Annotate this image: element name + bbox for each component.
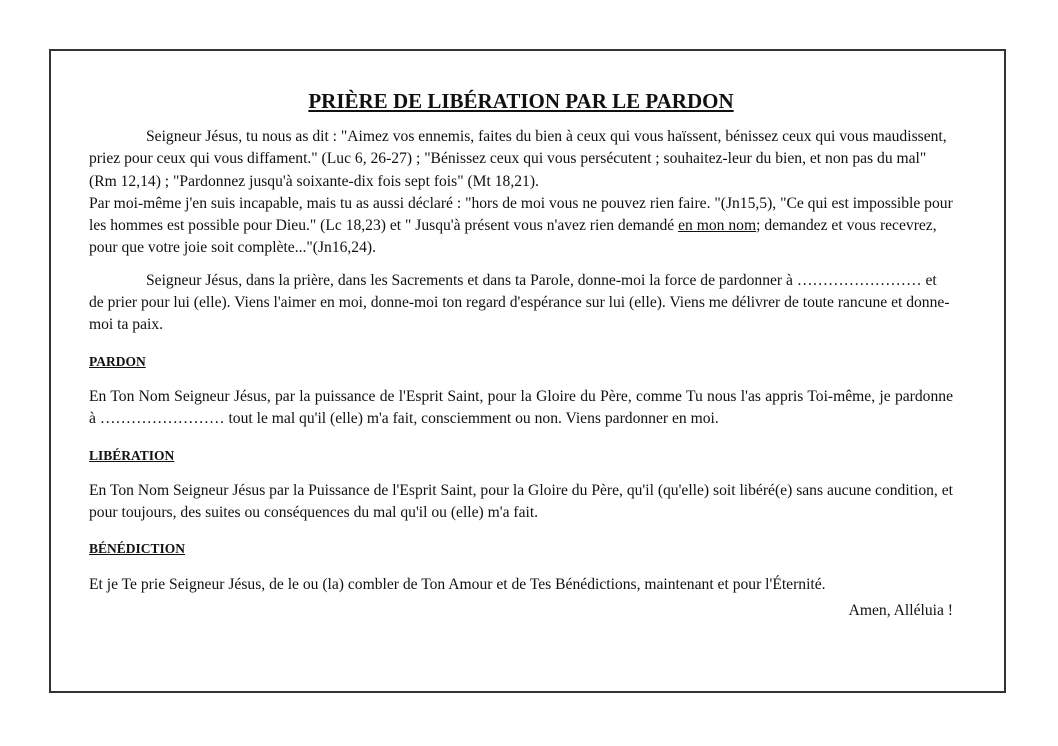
document-frame — [49, 49, 1006, 693]
section-heading-liberation: LIBÉRATION — [89, 447, 175, 463]
document-title: PRIÈRE DE LIBÉRATION PAR LE PARDON — [308, 89, 734, 113]
closing-amen: Amen, Alléluia ! — [848, 602, 953, 620]
intro-paragraph-2-text-a: Par moi-même j'en suis incapable, mais tu as aussi déclaré : "hors de moi vous ne pouvez rien faire. "(Jn15,5), "Ce qui est impossible pour les hommes est possible pour Dieu." (Lc 18,23) et " Jusqu'à présent vous n'avez rien demandé — [89, 194, 953, 235]
document-content — [89, 89, 953, 622]
section-text-benediction: Et je Te prie Seigneur Jésus, de le ou (la) combler de Ton Amour et de Tes Bénédictions, maintenant et pour l'Éternité. — [89, 575, 826, 593]
intro-paragraph-1: Seigneur Jésus, tu nous as dit : "Aimez vos ennemis, faites du bien à ceux qui vous haïssent, bénissez ceux qui vous maudissent, priez pour ceux qui vous diffament." (Luc 6, 26-27) ; "Bénissez ceux qui vous persécutent ; souhaitez-leur du bien, et non pas du mal" (Rm 12,14) ; "Pardonnez jusqu'à soixante-dix fois sept fois" (Mt 18,21). — [89, 128, 947, 190]
intro-paragraph-2 — [89, 193, 953, 260]
intro-paragraph-3: Seigneur Jésus, dans la prière, dans les Sacrements et dans ta Parole, donne-moi la force de pardonner à …………………… et de prier pour lui (elle). Viens l'aimer en moi, donne-moi ton regard d'espérance sur lui (elle). Viens me délivrer de toute rancune et donne-moi ta paix. — [89, 271, 950, 334]
section-text-pardon: En Ton Nom Seigneur Jésus, par la puissance de l'Esprit Saint, pour la Gloire du Père, comme Tu nous l'as appris Toi-même, je pardonne à …………………… tout le mal qu'il (elle) m'a fait, consciemment ou non. Viens pardonner en moi. — [89, 387, 953, 428]
section-heading-pardon: PARDON — [89, 353, 146, 369]
intro-paragraph-2-text-b: ; demandez et vous recevrez, pour que votre joie soit complète..."(Jn16,24). — [89, 217, 937, 257]
section-text-liberation: En Ton Nom Seigneur Jésus par la Puissance de l'Esprit Saint, pour la Gloire du Père, qu'il (qu'elle) soit libéré(e) sans aucune condition, et pour toujours, des suites ou conséquences du mal qu'il ou (elle) m'a fait. — [89, 481, 953, 522]
section-heading-benediction: BÉNÉDICTION — [89, 541, 186, 557]
intro-paragraph-2-underlined: en mon nom — [678, 217, 757, 235]
